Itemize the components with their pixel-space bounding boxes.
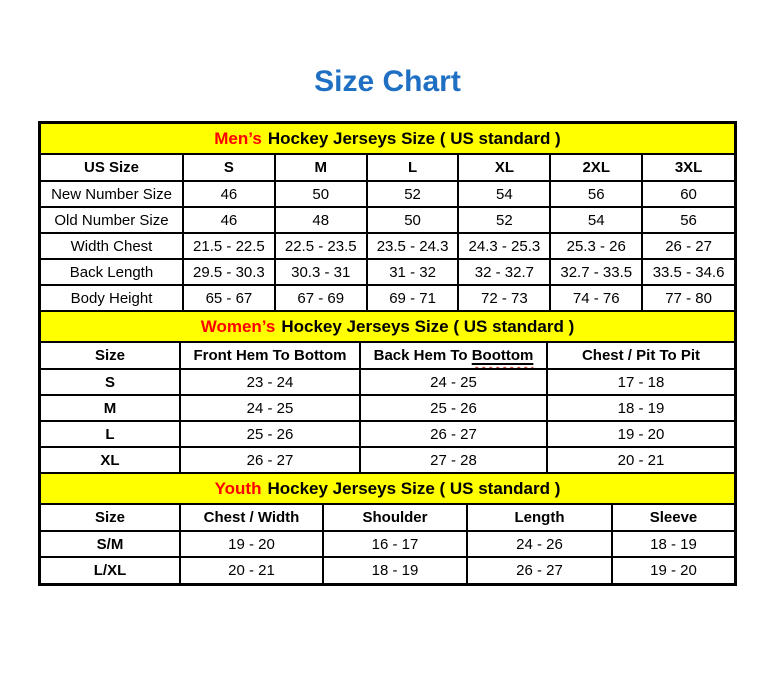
table-cell: 18 - 19	[612, 531, 734, 557]
youth-section-header	[41, 474, 734, 505]
table-row	[41, 421, 734, 447]
womens-section-header	[41, 312, 734, 343]
column-header: Sleeve	[612, 505, 734, 531]
table-cell: 52	[458, 207, 550, 233]
column-header	[360, 343, 547, 369]
table-cell: 69 - 71	[367, 285, 459, 311]
table-cell: 24 - 25	[360, 369, 547, 395]
table-cell: 21.5 - 22.5	[183, 233, 275, 259]
mens-header-row	[41, 155, 734, 181]
table-cell: 46	[183, 207, 275, 233]
table-cell: 20 - 21	[547, 447, 734, 473]
table-cell: 25 - 26	[360, 395, 547, 421]
table-cell: 20 - 21	[180, 557, 323, 583]
column-header: Size	[41, 505, 180, 531]
table-row	[41, 285, 734, 311]
table-cell: 54	[550, 207, 642, 233]
mens-section-title: Hockey Jerseys Size ( US standard )	[267, 128, 561, 148]
table-row	[41, 557, 734, 583]
table-cell: 48	[275, 207, 367, 233]
table-cell: 19 - 20	[650, 562, 697, 579]
row-label: Back Length	[41, 259, 183, 285]
womens-section-highlight: Women’s	[200, 316, 276, 336]
table-cell: 33.5 - 34.6	[642, 259, 734, 285]
womens-header-row	[41, 343, 734, 369]
table-cell: 31 - 32	[367, 259, 459, 285]
womens-section-title: Hockey Jerseys Size ( US standard )	[281, 316, 575, 336]
row-label: S	[41, 369, 180, 395]
table-cell: 26 - 27	[360, 421, 547, 447]
table-cell: 72 - 73	[458, 285, 550, 311]
youth-header-row	[41, 505, 734, 531]
table-cell: 19 - 20	[547, 421, 734, 447]
column-header: XL	[458, 155, 550, 181]
table-cell: 77 - 80	[642, 285, 734, 311]
table-cell: 23.5 - 24.3	[367, 233, 459, 259]
table-row	[41, 531, 734, 557]
table-row	[41, 447, 734, 473]
table-cell: 56	[642, 207, 734, 233]
column-header: Size	[41, 343, 180, 369]
table-cell: 26 - 27	[467, 557, 612, 583]
table-row	[41, 259, 734, 285]
table-cell: 32 - 32.7	[458, 259, 550, 285]
table-cell: 19 - 20	[180, 531, 323, 557]
table-row	[41, 207, 734, 233]
size-chart	[38, 121, 737, 586]
row-label: S/M	[41, 531, 180, 557]
page-title: Size Chart	[314, 65, 461, 98]
table-cell: 46	[183, 181, 275, 207]
table-cell: 18 - 19	[547, 395, 734, 421]
youth-section-title: Hockey Jerseys Size ( US standard )	[267, 478, 561, 498]
column-header: Chest / Width	[180, 505, 323, 531]
column-header: Front Hem To Bottom	[180, 343, 360, 369]
column-header: US Size	[41, 155, 183, 181]
column-header: Shoulder	[323, 505, 467, 531]
table-cell: 26 - 27	[180, 447, 360, 473]
table-cell: 29.5 - 30.3	[183, 259, 275, 285]
column-header: S	[183, 155, 275, 181]
column-header: Length	[467, 505, 612, 531]
row-label: L/XL	[41, 557, 180, 583]
table-cell: 26 - 27	[642, 233, 734, 259]
womens-table	[41, 343, 734, 474]
back-hem-prefix: Back Hem To	[373, 347, 468, 364]
table-cell: 25 - 26	[180, 421, 360, 447]
youth-section-highlight: Youth	[214, 478, 262, 498]
table-cell: 25.3 - 26	[550, 233, 642, 259]
table-row	[41, 395, 734, 421]
table-cell: 16 - 17	[323, 531, 467, 557]
column-header: L	[367, 155, 459, 181]
mens-section-highlight: Men’s	[214, 128, 262, 148]
table-cell: 22.5 - 23.5	[275, 233, 367, 259]
row-label: XL	[41, 447, 180, 473]
row-label: Width Chest	[41, 233, 183, 259]
misspelled-word: Boottom	[471, 347, 534, 364]
table-cell: 17 - 18	[547, 369, 734, 395]
table-cell: 30.3 - 31	[275, 259, 367, 285]
table-cell: 18 - 19	[323, 557, 467, 583]
column-header: M	[275, 155, 367, 181]
column-header: 3XL	[642, 155, 734, 181]
row-label: L	[41, 421, 180, 447]
table-cell: 24 - 26	[467, 531, 612, 557]
table-cell: 67 - 69	[275, 285, 367, 311]
table-cell: 27 - 28	[360, 447, 547, 473]
table-cell: 50	[367, 207, 459, 233]
table-cell: 74 - 76	[550, 285, 642, 311]
row-label: Old Number Size	[41, 207, 183, 233]
table-cell: 60	[642, 181, 734, 207]
table-cell: 52	[367, 181, 459, 207]
table-row	[41, 369, 734, 395]
table-cell: 56	[550, 181, 642, 207]
table-cell: 32.7 - 33.5	[550, 259, 642, 285]
table-cell: 23 - 24	[180, 369, 360, 395]
table-row	[41, 233, 734, 259]
row-label: M	[41, 395, 180, 421]
spellcheck-squiggle	[472, 347, 534, 364]
table-cell: 54	[458, 181, 550, 207]
column-header: 2XL	[550, 155, 642, 181]
youth-table	[41, 505, 734, 583]
row-label: Body Height	[41, 285, 183, 311]
mens-table	[41, 155, 734, 312]
mens-section-header	[41, 124, 734, 155]
column-header: Chest / Pit To Pit	[547, 343, 734, 369]
table-cell: 50	[275, 181, 367, 207]
table-cell: 24.3 - 25.3	[458, 233, 550, 259]
table-cell: 24 - 25	[180, 395, 360, 421]
table-cell: 65 - 67	[183, 285, 275, 311]
table-row	[41, 181, 734, 207]
page	[38, 0, 737, 586]
row-label: New Number Size	[41, 181, 183, 207]
